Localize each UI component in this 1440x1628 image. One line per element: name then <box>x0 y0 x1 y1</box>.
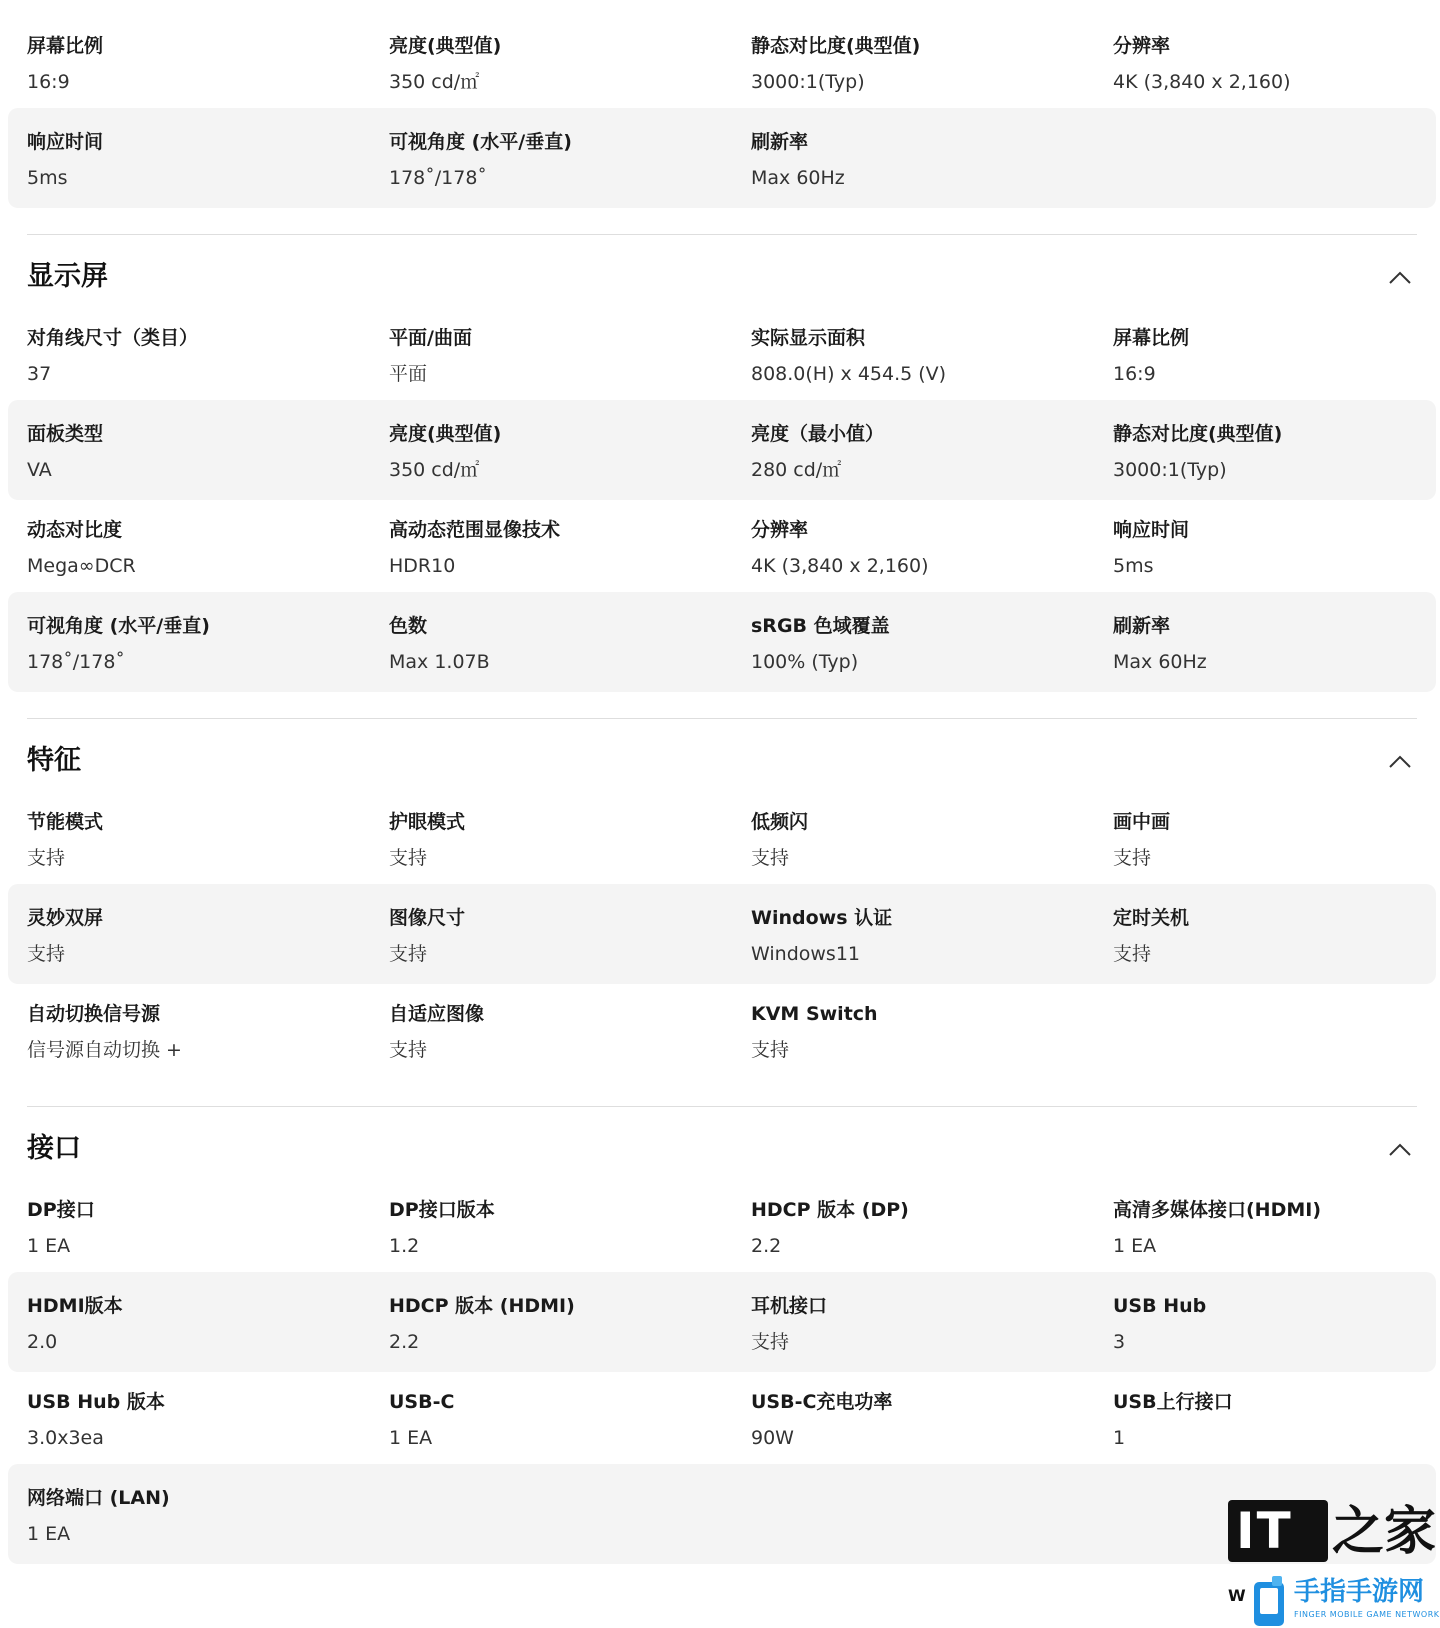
spec-value: Max 1.07B <box>389 651 490 673</box>
spec-value: 支持 <box>751 1331 790 1353</box>
spec-item <box>27 1002 367 1062</box>
spec-item <box>27 1294 367 1354</box>
spec-value: 支持 <box>389 847 428 869</box>
spec-value: Windows11 <box>751 943 860 965</box>
spec-value: 支持 <box>27 943 66 965</box>
spec-label: USB Hub <box>1113 1295 1207 1317</box>
spec-label: 响应时间 <box>1113 519 1190 541</box>
spec-item <box>1113 326 1440 386</box>
spec-item <box>27 518 367 578</box>
spec-value: 支持 <box>1113 847 1152 869</box>
spec-item <box>27 422 367 482</box>
spec-row <box>8 1368 1436 1468</box>
spec-row <box>8 1272 1436 1372</box>
spec-row <box>8 400 1436 500</box>
spec-item <box>751 906 1091 966</box>
spec-label: 实际显示面积 <box>751 327 866 349</box>
spec-label: 自适应图像 <box>389 1003 485 1025</box>
spec-value: 支持 <box>27 847 66 869</box>
spec-label: 耳机接口 <box>751 1295 828 1317</box>
home-glyph: 之家 <box>1332 1501 1437 1562</box>
spec-value: Max 60Hz <box>751 167 845 189</box>
spec-label: 响应时间 <box>27 131 104 153</box>
spec-row <box>8 108 1436 208</box>
spec-label: 动态对比度 <box>27 519 123 541</box>
spec-value: 支持 <box>751 1039 790 1061</box>
section-ports-header[interactable] <box>27 1128 1417 1172</box>
spec-label: 色数 <box>389 615 428 637</box>
section-divider <box>27 1106 1417 1107</box>
chevron-up-icon[interactable] <box>1389 754 1411 768</box>
spec-item <box>27 906 367 966</box>
spec-label: 屏幕比例 <box>1113 327 1190 349</box>
spec-value: 1 EA <box>27 1523 71 1545</box>
spec-label: KVM Switch <box>751 1003 878 1025</box>
spec-item <box>389 1198 729 1258</box>
spec-row <box>8 980 1436 1080</box>
spec-value: 支持 <box>1113 943 1152 965</box>
spec-label: 分辨率 <box>751 519 809 541</box>
spec-label: 节能模式 <box>27 811 104 833</box>
spec-value: 支持 <box>389 943 428 965</box>
section-title: 接口 <box>27 1133 81 1164</box>
spec-label: 定时关机 <box>1113 907 1190 929</box>
spec-item <box>1113 34 1440 94</box>
spec-value: 4K (3,840 x 2,160) <box>1113 71 1291 93</box>
spec-value: 2.0 <box>27 1331 58 1353</box>
spec-value: 808.0(H) x 454.5 (V) <box>751 363 947 385</box>
spec-label: Windows 认证 <box>751 907 893 929</box>
spec-label: 面板类型 <box>27 423 104 445</box>
spec-value: 3000:1(Typ) <box>751 71 865 93</box>
spec-value: Mega∞DCR <box>27 555 136 577</box>
spec-item <box>751 1198 1091 1258</box>
spec-label: 亮度（最小值） <box>751 423 885 445</box>
spec-row <box>8 884 1436 984</box>
spec-item <box>751 1002 1091 1062</box>
spec-label: 静态对比度(典型值) <box>1113 423 1283 445</box>
watermark-cn-text: 手指手游网 <box>1294 1577 1425 1607</box>
spec-row <box>8 1176 1436 1276</box>
spec-item <box>1113 1294 1440 1354</box>
section-title: 特征 <box>27 745 81 776</box>
spec-item <box>389 1002 729 1062</box>
spec-value: Max 60Hz <box>1113 651 1207 673</box>
section-display-header[interactable] <box>27 256 1417 300</box>
spec-item <box>27 810 367 870</box>
spec-value: 350 cd/㎡ <box>389 459 480 481</box>
section-divider <box>27 234 1417 235</box>
spec-label: 屏幕比例 <box>27 35 104 57</box>
spec-item <box>27 1486 367 1546</box>
spec-item <box>1113 1390 1440 1450</box>
section-features-header[interactable] <box>27 740 1417 784</box>
spec-label: USB-C充电功率 <box>751 1391 893 1413</box>
it-home-logo <box>1228 1500 1328 1562</box>
spec-item <box>389 810 729 870</box>
spec-value: 37 <box>27 363 52 385</box>
spec-label: 分辨率 <box>1113 35 1171 57</box>
spec-value: 1 EA <box>1113 1235 1157 1257</box>
spec-label: HDCP 版本 (DP) <box>751 1199 909 1221</box>
spec-label: 低频闪 <box>751 811 809 833</box>
spec-item <box>1113 810 1440 870</box>
spec-item <box>1113 518 1440 578</box>
spec-item <box>389 614 729 674</box>
spec-label: 可视角度 (水平/垂直) <box>389 131 572 153</box>
spec-item <box>751 518 1091 578</box>
finger-logo-icon <box>1252 1576 1288 1628</box>
spec-label: 灵妙双屏 <box>27 907 104 929</box>
spec-value: 2.2 <box>389 1331 420 1353</box>
spec-item <box>389 1294 729 1354</box>
spec-label: 亮度(典型值) <box>389 35 502 57</box>
spec-label: 网络端口 (LAN) <box>27 1487 170 1509</box>
spec-label: 护眼模式 <box>389 811 466 833</box>
it-logo-text: IT <box>1236 1502 1293 1560</box>
spec-value: 3 <box>1113 1331 1126 1353</box>
spec-value: 178˚/178˚ <box>389 167 487 189</box>
spec-label: 刷新率 <box>751 131 809 153</box>
spec-row <box>8 788 1436 888</box>
spec-item <box>389 1390 729 1450</box>
spec-value: 280 cd/㎡ <box>751 459 842 481</box>
spec-value: 16:9 <box>1113 363 1156 385</box>
spec-value: 90W <box>751 1427 794 1449</box>
spec-label: 图像尺寸 <box>389 907 466 929</box>
spec-label: 静态对比度(典型值) <box>751 35 921 57</box>
spec-label: 高动态范围显像技术 <box>389 519 561 541</box>
spec-value: 3.0x3ea <box>27 1427 104 1449</box>
spec-label: USB-C <box>389 1391 455 1413</box>
spec-item <box>751 34 1091 94</box>
spec-value: 1 EA <box>27 1235 71 1257</box>
spec-item <box>27 34 367 94</box>
spec-item <box>751 614 1091 674</box>
spec-value: 2.2 <box>751 1235 782 1257</box>
spec-label: DP接口版本 <box>389 1199 495 1221</box>
chevron-up-icon[interactable] <box>1389 1142 1411 1156</box>
spec-item <box>27 1390 367 1450</box>
spec-row <box>8 1464 1436 1564</box>
partial-letter: W <box>1228 1586 1246 1605</box>
spec-item <box>751 1390 1091 1450</box>
spec-value: 3000:1(Typ) <box>1113 459 1227 481</box>
spec-item <box>389 130 729 190</box>
spec-item <box>1113 422 1440 482</box>
spec-item <box>1113 614 1440 674</box>
spec-label: 高清多媒体接口(HDMI) <box>1113 1199 1322 1221</box>
spec-item <box>751 1294 1091 1354</box>
spec-value: 4K (3,840 x 2,160) <box>751 555 929 577</box>
section-title: 显示屏 <box>27 261 108 292</box>
spec-value: 5ms <box>27 167 68 189</box>
spec-value: 1 EA <box>389 1427 433 1449</box>
watermark-en-text: FINGER MOBILE GAME NETWORK <box>1294 1610 1440 1619</box>
spec-item <box>751 326 1091 386</box>
spec-row <box>8 12 1436 112</box>
spec-label: 画中画 <box>1113 811 1171 833</box>
spec-value: 1.2 <box>389 1235 420 1257</box>
spec-item <box>1113 906 1440 966</box>
spec-value: 支持 <box>751 847 790 869</box>
spec-value: HDR10 <box>389 555 456 577</box>
spec-value: 178˚/178˚ <box>27 651 125 673</box>
spec-value: 5ms <box>1113 555 1154 577</box>
spec-item <box>389 422 729 482</box>
spec-label: 刷新率 <box>1113 615 1171 637</box>
spec-value: 350 cd/㎡ <box>389 71 480 93</box>
watermark <box>1228 1500 1440 1628</box>
spec-label: HDCP 版本 (HDMI) <box>389 1295 575 1317</box>
spec-label: 亮度(典型值) <box>389 423 502 445</box>
spec-label: 自动切换信号源 <box>27 1003 161 1025</box>
spec-value: 100% (Typ) <box>751 651 859 673</box>
spec-item <box>27 1198 367 1258</box>
spec-label: USB Hub 版本 <box>27 1391 165 1413</box>
spec-item <box>389 326 729 386</box>
chevron-up-icon[interactable] <box>1389 270 1411 284</box>
spec-item <box>751 130 1091 190</box>
spec-row <box>8 592 1436 692</box>
spec-value: 支持 <box>389 1039 428 1061</box>
spec-label: DP接口 <box>27 1199 95 1221</box>
spec-label: 可视角度 (水平/垂直) <box>27 615 210 637</box>
spec-row <box>8 304 1436 404</box>
spec-value: VA <box>27 459 52 481</box>
spec-row <box>8 496 1436 596</box>
spec-value: 1 <box>1113 1427 1126 1449</box>
spec-label: HDMI版本 <box>27 1295 123 1317</box>
section-divider <box>27 718 1417 719</box>
spec-item <box>1113 1198 1440 1258</box>
spec-item <box>27 326 367 386</box>
spec-label: 对角线尺寸（类目） <box>27 327 199 349</box>
spec-item <box>751 810 1091 870</box>
spec-value: 16:9 <box>27 71 70 93</box>
spec-label: 平面/曲面 <box>389 327 472 349</box>
spec-item <box>751 422 1091 482</box>
spec-item <box>389 34 729 94</box>
spec-item <box>389 518 729 578</box>
spec-label: USB上行接口 <box>1113 1391 1233 1413</box>
spec-value: 信号源自动切换 + <box>27 1039 182 1061</box>
spec-value: 平面 <box>389 363 428 385</box>
spec-item <box>27 614 367 674</box>
spec-item <box>27 130 367 190</box>
spec-item <box>389 906 729 966</box>
spec-label: sRGB 色域覆盖 <box>751 615 890 637</box>
